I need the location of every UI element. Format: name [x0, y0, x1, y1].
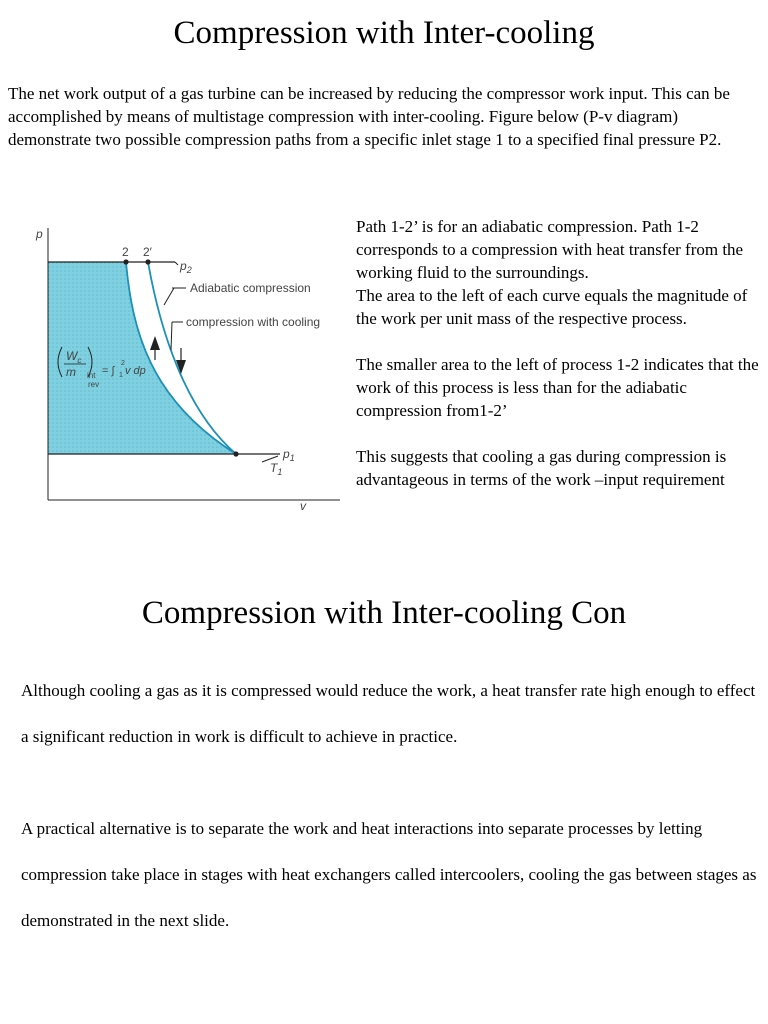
state-2-prime-point: [145, 259, 150, 264]
p1-label: $p_1$: [283, 447, 295, 463]
svg-text:v dp: v dp: [125, 365, 146, 377]
side-paragraph: The area to the left of each curve equals the magnitude of the work per unit mass of the respective process.: [356, 286, 748, 328]
side-paragraph: This suggests that cooling a gas during compression is advantageous in terms of the work –input requirement: [356, 447, 727, 489]
state-2-point: [123, 259, 128, 264]
state-1-point: [233, 451, 238, 456]
v-axis-label: v: [300, 499, 306, 513]
state-2-prime-label: 2′: [143, 245, 152, 259]
page-title: Compression with Inter-cooling: [173, 15, 595, 51]
svg-text:2: 2: [121, 360, 125, 367]
section-title: Compression with Inter-cooling Con: [141, 595, 627, 631]
side-text: [356, 215, 766, 491]
svg-text:= ∫: = ∫: [102, 365, 115, 377]
pv-diagram: [0, 210, 350, 520]
arrow-down-icon: [176, 348, 186, 374]
intro-paragraph: The net work output of a gas turbine can be increased by reducing the compressor work input. This can be accomplished by means of multistage compression with inter-cooling. Figure below (P-v diagram) demonstrate two possible compression paths from a specific inlet stage 1 to a specified final pressure P2.: [8, 84, 730, 149]
p-axis-label: p: [36, 227, 43, 241]
side-paragraph: Path 1-2’ is for an adiabatic compression. Path 1-2 corresponds to a compression with heat transfer from the working fluid to the surroundings.: [356, 217, 744, 282]
svg-text:int: int: [87, 371, 96, 380]
svg-text:m: m: [66, 365, 76, 379]
p2-label: $p_2$: [180, 259, 192, 275]
adiabatic-label: Adiabatic compression: [190, 281, 311, 295]
body-paragraph: Although cooling a gas as it is compressed would reduce the work, a heat transfer rate high enough to effect a significant reduction in work is difficult to achieve in practice.: [21, 681, 756, 746]
t1-label: $T_1$: [270, 461, 283, 477]
body-paragraph: A practical alternative is to separate the work and heat interactions into separate processes by letting compression take place in stages with heat exchangers called intercoolers, cooling the gas between stages as demonstrated in the next slide.: [21, 819, 757, 930]
svg-text:Wc: $W_c$: [66, 349, 82, 365]
svg-text:rev: rev: [88, 380, 100, 389]
side-paragraph: The smaller area to the left of process 1-2 indicates that the work of this process is less than for the adiabatic compression from1-2’: [356, 355, 759, 420]
svg-text:1: 1: [119, 372, 123, 379]
arrow-up-icon: [150, 336, 160, 360]
cooling-label: compression with cooling: [186, 315, 321, 329]
state-2-label: 2: [122, 245, 129, 259]
